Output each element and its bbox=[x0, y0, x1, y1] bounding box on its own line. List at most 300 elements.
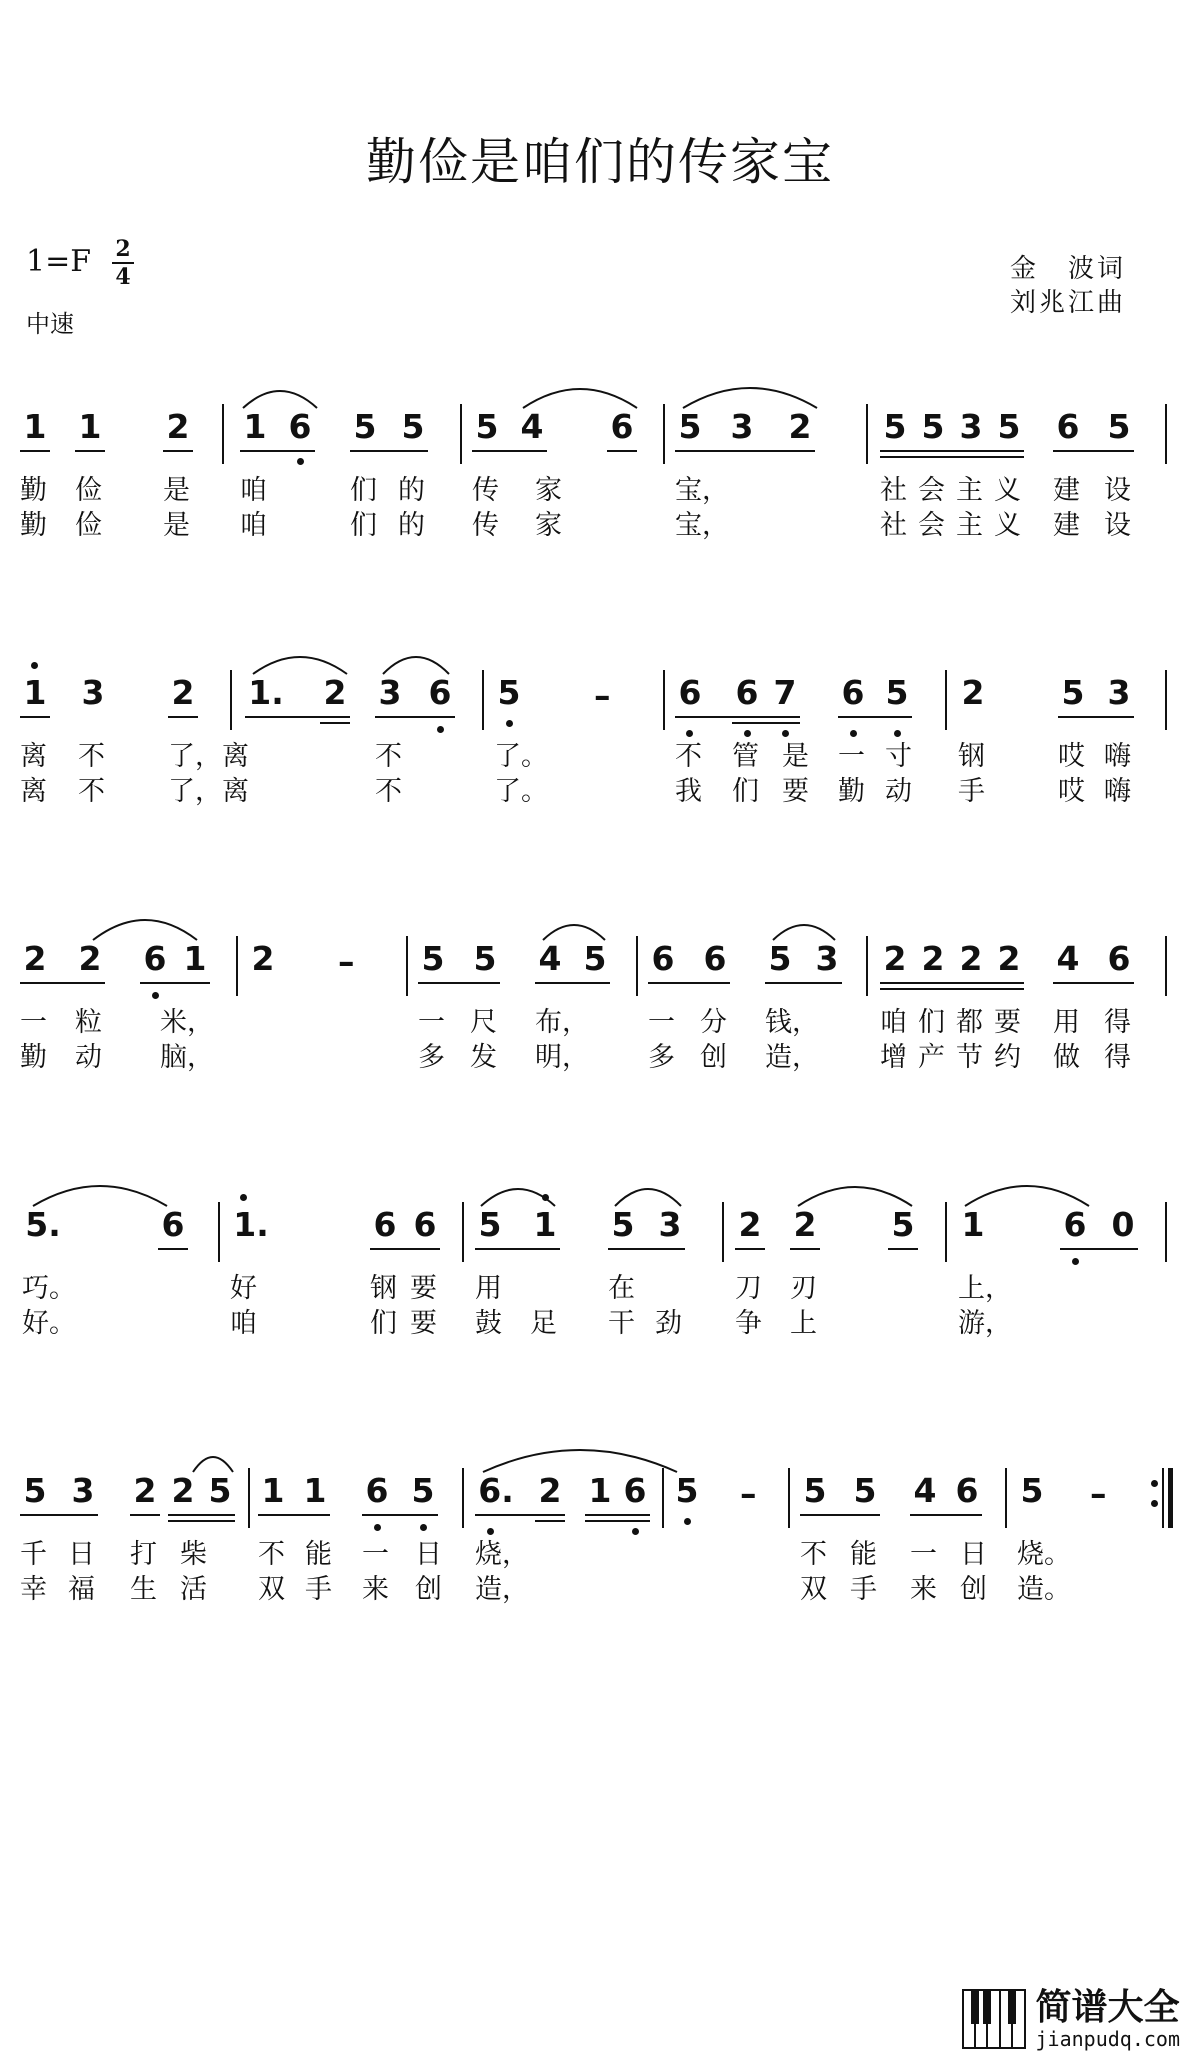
lyric: 创 bbox=[700, 1042, 727, 1073]
note: 1 bbox=[23, 407, 47, 446]
note: 3 bbox=[81, 673, 105, 712]
slur bbox=[540, 916, 608, 942]
beam-line bbox=[880, 988, 1024, 990]
note: 3 bbox=[1107, 673, 1131, 712]
barline bbox=[866, 404, 868, 464]
lyric: 钢 bbox=[370, 1273, 397, 1304]
barline bbox=[1165, 1202, 1167, 1262]
tempo-marking: 中速 bbox=[26, 310, 74, 338]
lyricist-credit: 金 波词 bbox=[1009, 254, 1126, 284]
lyric: 生 bbox=[130, 1574, 157, 1605]
barline bbox=[248, 1468, 250, 1528]
lyric: 义 bbox=[994, 510, 1021, 541]
note: 5 bbox=[853, 1471, 877, 1510]
beam-line bbox=[75, 450, 105, 452]
beam-line bbox=[1058, 716, 1134, 718]
lyric: 日 bbox=[68, 1539, 95, 1570]
lyric: 得 bbox=[1104, 1042, 1131, 1073]
lyric: 们 bbox=[732, 776, 759, 807]
lyric: 了。 bbox=[494, 776, 548, 807]
lyric: 足 bbox=[530, 1308, 557, 1339]
note: 5 bbox=[803, 1471, 827, 1510]
beam-line bbox=[163, 450, 193, 452]
lyric: 日 bbox=[415, 1539, 442, 1570]
lyric: 会 bbox=[918, 475, 945, 506]
lower-octave-dot bbox=[1072, 1258, 1079, 1265]
lyric: 用 bbox=[1053, 1007, 1080, 1038]
beam-line bbox=[608, 1248, 685, 1250]
beam-line bbox=[1053, 450, 1134, 452]
note: 6 bbox=[428, 673, 452, 712]
note: 6 bbox=[373, 1205, 397, 1244]
lyric: 多 bbox=[648, 1042, 675, 1073]
watermark-name: 简谱大全 bbox=[1035, 1987, 1180, 2029]
beam-line bbox=[168, 716, 198, 718]
note: 6 bbox=[1063, 1205, 1087, 1244]
lyric: 要 bbox=[410, 1308, 437, 1339]
barline bbox=[788, 1468, 790, 1528]
dash: – bbox=[594, 676, 611, 715]
lyric: 福 bbox=[68, 1574, 95, 1605]
beam-line bbox=[140, 982, 210, 984]
lyric: 烧。 bbox=[1017, 1539, 1071, 1570]
note: 5. bbox=[25, 1205, 61, 1244]
repeat-dot bbox=[1151, 1500, 1158, 1507]
beam-line bbox=[158, 1248, 188, 1250]
lyric: 咱 bbox=[230, 1308, 257, 1339]
lyric: 上 bbox=[790, 1308, 817, 1339]
lower-octave-dot bbox=[632, 1528, 639, 1535]
lyric: 粒 bbox=[75, 1007, 102, 1038]
note: 1 bbox=[243, 407, 267, 446]
score-system-3 bbox=[0, 939, 1200, 1202]
lyric: 用 bbox=[475, 1273, 502, 1304]
lyric: 勤 bbox=[20, 1042, 47, 1073]
note: 5 bbox=[478, 1205, 502, 1244]
lyric: 主 bbox=[956, 475, 983, 506]
note: 4 bbox=[538, 939, 562, 978]
lyric: 要 bbox=[994, 1007, 1021, 1038]
repeat-dot bbox=[1151, 1480, 1158, 1487]
dash: – bbox=[338, 942, 355, 981]
lyric: 嗨 bbox=[1104, 776, 1131, 807]
piano-keys-icon bbox=[962, 1989, 1026, 2049]
lyric: 俭 bbox=[75, 510, 102, 541]
note: 2 bbox=[883, 939, 907, 978]
note: 2 bbox=[78, 939, 102, 978]
lyric: 我 bbox=[675, 776, 702, 807]
beam-line bbox=[418, 982, 500, 984]
note: 2 bbox=[323, 673, 347, 712]
slur bbox=[480, 1438, 680, 1474]
lyric: 主 bbox=[956, 510, 983, 541]
lyric: 节 bbox=[956, 1042, 983, 1073]
slur bbox=[240, 380, 320, 410]
barline bbox=[222, 404, 224, 464]
lyric: 不 bbox=[375, 741, 402, 772]
lyric: 们 bbox=[918, 1007, 945, 1038]
lyric: 幸 bbox=[20, 1574, 47, 1605]
watermark-url: jianpudq.com bbox=[1035, 2027, 1180, 2051]
note: 6 bbox=[678, 673, 702, 712]
lyric: 哎 bbox=[1058, 776, 1085, 807]
barline bbox=[406, 936, 408, 996]
time-signature-bottom: 4 bbox=[115, 264, 131, 290]
final-barline-thick bbox=[1168, 1468, 1173, 1528]
beam-line bbox=[648, 982, 730, 984]
lyric: 发 bbox=[470, 1042, 497, 1073]
upper-octave-dot bbox=[31, 662, 38, 669]
beam-line bbox=[607, 450, 637, 452]
note: 1 bbox=[588, 1471, 612, 1510]
note: 3 bbox=[658, 1205, 682, 1244]
note: 3 bbox=[378, 673, 402, 712]
lyric: 创 bbox=[415, 1574, 442, 1605]
note: 5 bbox=[411, 1471, 435, 1510]
note: 2 bbox=[788, 407, 812, 446]
note: 2 bbox=[538, 1471, 562, 1510]
lyric: 巧。 bbox=[22, 1273, 76, 1304]
note: 1 bbox=[23, 673, 47, 712]
lower-octave-dot bbox=[506, 720, 513, 727]
slur bbox=[680, 376, 820, 410]
note: 2 bbox=[961, 673, 985, 712]
beam-line bbox=[362, 1514, 438, 1516]
note: 5 bbox=[611, 1205, 635, 1244]
note: 1 bbox=[533, 1205, 557, 1244]
lyric: 干 bbox=[608, 1308, 635, 1339]
slur bbox=[520, 378, 640, 410]
lower-octave-dot bbox=[437, 726, 444, 733]
lyric: 一 bbox=[648, 1007, 675, 1038]
lyric: 是 bbox=[782, 741, 809, 772]
beam-line bbox=[20, 450, 50, 452]
note: 2 bbox=[171, 1471, 195, 1510]
lyric: 双 bbox=[800, 1574, 827, 1605]
score-system-4 bbox=[0, 1205, 1200, 1468]
barline bbox=[662, 1468, 664, 1528]
lower-octave-dot bbox=[686, 730, 693, 737]
note: 6 bbox=[735, 673, 759, 712]
slur bbox=[380, 646, 452, 676]
lyric: 刃 bbox=[790, 1273, 817, 1304]
lyric: 劲 bbox=[655, 1308, 682, 1339]
lyric: 传 bbox=[472, 475, 499, 506]
lyric: 是 bbox=[163, 510, 190, 541]
barline bbox=[663, 670, 665, 730]
lyric: 多 bbox=[418, 1042, 445, 1073]
upper-octave-dot bbox=[240, 1194, 247, 1201]
lyric: 脑， bbox=[160, 1042, 214, 1073]
note: 5 bbox=[23, 1471, 47, 1510]
lyric: 打 bbox=[130, 1539, 157, 1570]
lyric: 动 bbox=[75, 1042, 102, 1073]
lyric: 不 bbox=[78, 741, 105, 772]
page-title: 勤俭是咱们的传家宝 bbox=[366, 133, 834, 191]
note: 5 bbox=[473, 939, 497, 978]
beam-line bbox=[880, 982, 1024, 984]
lyric: 米， bbox=[160, 1007, 214, 1038]
lyric: 钢 bbox=[958, 741, 985, 772]
lyric: 会 bbox=[918, 510, 945, 541]
beam-line bbox=[320, 722, 350, 724]
note: 2 bbox=[997, 939, 1021, 978]
lyric: 咱 bbox=[880, 1007, 907, 1038]
beam-line bbox=[475, 1248, 560, 1250]
lyric: 社 bbox=[880, 510, 907, 541]
note: 2 bbox=[23, 939, 47, 978]
lyric: 设 bbox=[1104, 510, 1131, 541]
lyric: 鼓 bbox=[475, 1308, 502, 1339]
lyric: 分 bbox=[700, 1007, 727, 1038]
beam-line bbox=[245, 716, 350, 718]
lyric: 传 bbox=[472, 510, 499, 541]
lyric: 了，离 bbox=[168, 741, 249, 772]
lyric: 不 bbox=[375, 776, 402, 807]
barline bbox=[636, 936, 638, 996]
lyric: 能 bbox=[305, 1539, 332, 1570]
lyric: 创 bbox=[960, 1574, 987, 1605]
barline bbox=[462, 1202, 464, 1262]
note: 3 bbox=[959, 407, 983, 446]
barline bbox=[236, 936, 238, 996]
note: 1. bbox=[248, 673, 284, 712]
beam-line bbox=[475, 1514, 565, 1516]
time-signature bbox=[112, 238, 134, 288]
note: 2 bbox=[171, 673, 195, 712]
note: 2 bbox=[133, 1471, 157, 1510]
barline bbox=[230, 670, 232, 730]
key-signature: 1=F bbox=[26, 244, 92, 279]
note: 1 bbox=[261, 1471, 285, 1510]
beam-line bbox=[130, 1514, 160, 1516]
lyric: 社 bbox=[880, 475, 907, 506]
lyric: 一 bbox=[910, 1539, 937, 1570]
beam-line bbox=[675, 716, 800, 718]
note: 2 bbox=[166, 407, 190, 446]
slur bbox=[612, 1178, 684, 1208]
note: 6 bbox=[143, 939, 167, 978]
lyric: 家 bbox=[535, 475, 562, 506]
lyric: 好 bbox=[230, 1273, 257, 1304]
lyric: 勤 bbox=[20, 475, 47, 506]
lyric: 布， bbox=[535, 1007, 589, 1038]
note: 6 bbox=[955, 1471, 979, 1510]
lyric: 得 bbox=[1104, 1007, 1131, 1038]
note: 5 bbox=[768, 939, 792, 978]
lyric: 造， bbox=[475, 1574, 529, 1605]
note: 6 bbox=[610, 407, 634, 446]
slur bbox=[190, 1446, 236, 1474]
note: 3 bbox=[730, 407, 754, 446]
slur bbox=[795, 1176, 915, 1208]
note: 4 bbox=[1056, 939, 1080, 978]
lyric: 咱 bbox=[240, 475, 267, 506]
lyric: 要 bbox=[782, 776, 809, 807]
note: 2 bbox=[793, 1205, 817, 1244]
barline bbox=[1005, 1468, 1007, 1528]
note: 5 bbox=[997, 407, 1021, 446]
barline bbox=[482, 670, 484, 730]
lyric: 一 bbox=[20, 1007, 47, 1038]
barline bbox=[866, 936, 868, 996]
beam-line bbox=[535, 982, 610, 984]
beam-line bbox=[1060, 1248, 1138, 1250]
lyric: 一 bbox=[362, 1539, 389, 1570]
lyric: 家 bbox=[535, 510, 562, 541]
note: 3 bbox=[71, 1471, 95, 1510]
lyric: 烧， bbox=[475, 1539, 529, 1570]
note: 6 bbox=[413, 1205, 437, 1244]
lyric: 手 bbox=[305, 1574, 332, 1605]
lyric: 一 bbox=[418, 1007, 445, 1038]
note: 5 bbox=[675, 1471, 699, 1510]
note: 5 bbox=[1061, 673, 1085, 712]
note: 1. bbox=[233, 1205, 269, 1244]
note: 5 bbox=[401, 407, 425, 446]
beam-line bbox=[350, 450, 428, 452]
note: 4 bbox=[913, 1471, 937, 1510]
lyric: 们 bbox=[370, 1308, 397, 1339]
lower-octave-dot bbox=[850, 730, 857, 737]
time-signature-top: 2 bbox=[115, 236, 131, 262]
lyric: 造， bbox=[765, 1042, 819, 1073]
lyric: 了，离 bbox=[168, 776, 249, 807]
lower-octave-dot bbox=[782, 730, 789, 737]
lyric: 都 bbox=[956, 1007, 983, 1038]
barline bbox=[1165, 936, 1167, 996]
note: 1 bbox=[183, 939, 207, 978]
lyric: 咱 bbox=[240, 510, 267, 541]
note: 6 bbox=[651, 939, 675, 978]
note: 6 bbox=[703, 939, 727, 978]
lyric: 活 bbox=[180, 1574, 207, 1605]
beam-line bbox=[735, 1248, 765, 1250]
lyric: 争 bbox=[735, 1308, 762, 1339]
lyric: 哎 bbox=[1058, 741, 1085, 772]
lyric: 千 bbox=[20, 1539, 47, 1570]
lyric: 刀 bbox=[735, 1273, 762, 1304]
lyric: 明， bbox=[535, 1042, 589, 1073]
beam-line bbox=[1053, 982, 1134, 984]
beam-line bbox=[20, 716, 50, 718]
lyric: 来 bbox=[910, 1574, 937, 1605]
beam-line bbox=[168, 1514, 235, 1516]
lyric: 嗨 bbox=[1104, 741, 1131, 772]
composer-credit: 刘兆江曲 bbox=[1009, 288, 1126, 318]
beam-line bbox=[535, 1520, 565, 1522]
note: 2 bbox=[959, 939, 983, 978]
beam-line bbox=[675, 450, 815, 452]
beam-line bbox=[880, 456, 1024, 458]
lyric: 增 bbox=[880, 1042, 907, 1073]
note: 6 bbox=[365, 1471, 389, 1510]
note: 2 bbox=[251, 939, 275, 978]
slur bbox=[30, 1174, 170, 1208]
note: 5 bbox=[421, 939, 445, 978]
lyric: 勤 bbox=[20, 510, 47, 541]
lyric: 手 bbox=[850, 1574, 877, 1605]
lower-octave-dot bbox=[684, 1518, 691, 1525]
barline bbox=[218, 1202, 220, 1262]
lyric: 义 bbox=[994, 475, 1021, 506]
lyric: 建 bbox=[1053, 475, 1080, 506]
dash: – bbox=[740, 1474, 757, 1513]
lyric: 好。 bbox=[22, 1308, 76, 1339]
beam-line bbox=[585, 1520, 650, 1522]
beam-line bbox=[910, 1514, 982, 1516]
barline bbox=[663, 404, 665, 464]
beam-line bbox=[790, 1248, 820, 1250]
note: 3 bbox=[815, 939, 839, 978]
beam-line bbox=[800, 1514, 880, 1516]
note: 2 bbox=[921, 939, 945, 978]
lyric: 管 bbox=[732, 741, 759, 772]
beam-line bbox=[472, 450, 547, 452]
lyric: 约 bbox=[994, 1042, 1021, 1073]
lyric: 不 bbox=[78, 776, 105, 807]
note: 2 bbox=[738, 1205, 762, 1244]
beam-line bbox=[585, 1514, 650, 1516]
slur bbox=[250, 646, 350, 676]
note: 5 bbox=[883, 407, 907, 446]
beam-line bbox=[258, 1514, 330, 1516]
lyric: 做 bbox=[1053, 1042, 1080, 1073]
beam-line bbox=[20, 1514, 98, 1516]
note: 4 bbox=[520, 407, 544, 446]
note: 6. bbox=[478, 1471, 514, 1510]
note: 1 bbox=[961, 1205, 985, 1244]
slur bbox=[90, 908, 200, 942]
note: 5 bbox=[885, 673, 909, 712]
lyric: 勤 bbox=[838, 776, 865, 807]
lyric: 产 bbox=[918, 1042, 945, 1073]
score-system-5 bbox=[0, 1471, 1200, 1734]
lyric: 俭 bbox=[75, 475, 102, 506]
beam-line bbox=[20, 982, 105, 984]
site-watermark bbox=[962, 1988, 1181, 2050]
note: 5 bbox=[1107, 407, 1131, 446]
lower-octave-dot bbox=[420, 1524, 427, 1531]
lyric: 要 bbox=[410, 1273, 437, 1304]
note: 5 bbox=[353, 407, 377, 446]
lower-octave-dot bbox=[744, 730, 751, 737]
note: 5 bbox=[1020, 1471, 1044, 1510]
lyric: 不 bbox=[675, 741, 702, 772]
lower-octave-dot bbox=[152, 992, 159, 999]
lyric: 建 bbox=[1053, 510, 1080, 541]
note: 5 bbox=[475, 407, 499, 446]
lyric: 钱， bbox=[765, 1007, 819, 1038]
note: 7 bbox=[773, 673, 797, 712]
note: 1 bbox=[303, 1471, 327, 1510]
note: 5 bbox=[497, 673, 521, 712]
lyric: 尺 bbox=[470, 1007, 497, 1038]
note: 5 bbox=[921, 407, 945, 446]
note: 6 bbox=[841, 673, 865, 712]
lyric: 设 bbox=[1104, 475, 1131, 506]
barline bbox=[945, 670, 947, 730]
lyric: 手 bbox=[958, 776, 985, 807]
score-system-2 bbox=[0, 673, 1200, 936]
beam-line bbox=[838, 716, 912, 718]
lyric: 动 bbox=[885, 776, 912, 807]
barline bbox=[462, 1468, 464, 1528]
slur bbox=[478, 1178, 558, 1208]
dash: – bbox=[1090, 1474, 1107, 1513]
lower-octave-dot bbox=[297, 458, 304, 465]
lyric: 离 bbox=[20, 741, 47, 772]
